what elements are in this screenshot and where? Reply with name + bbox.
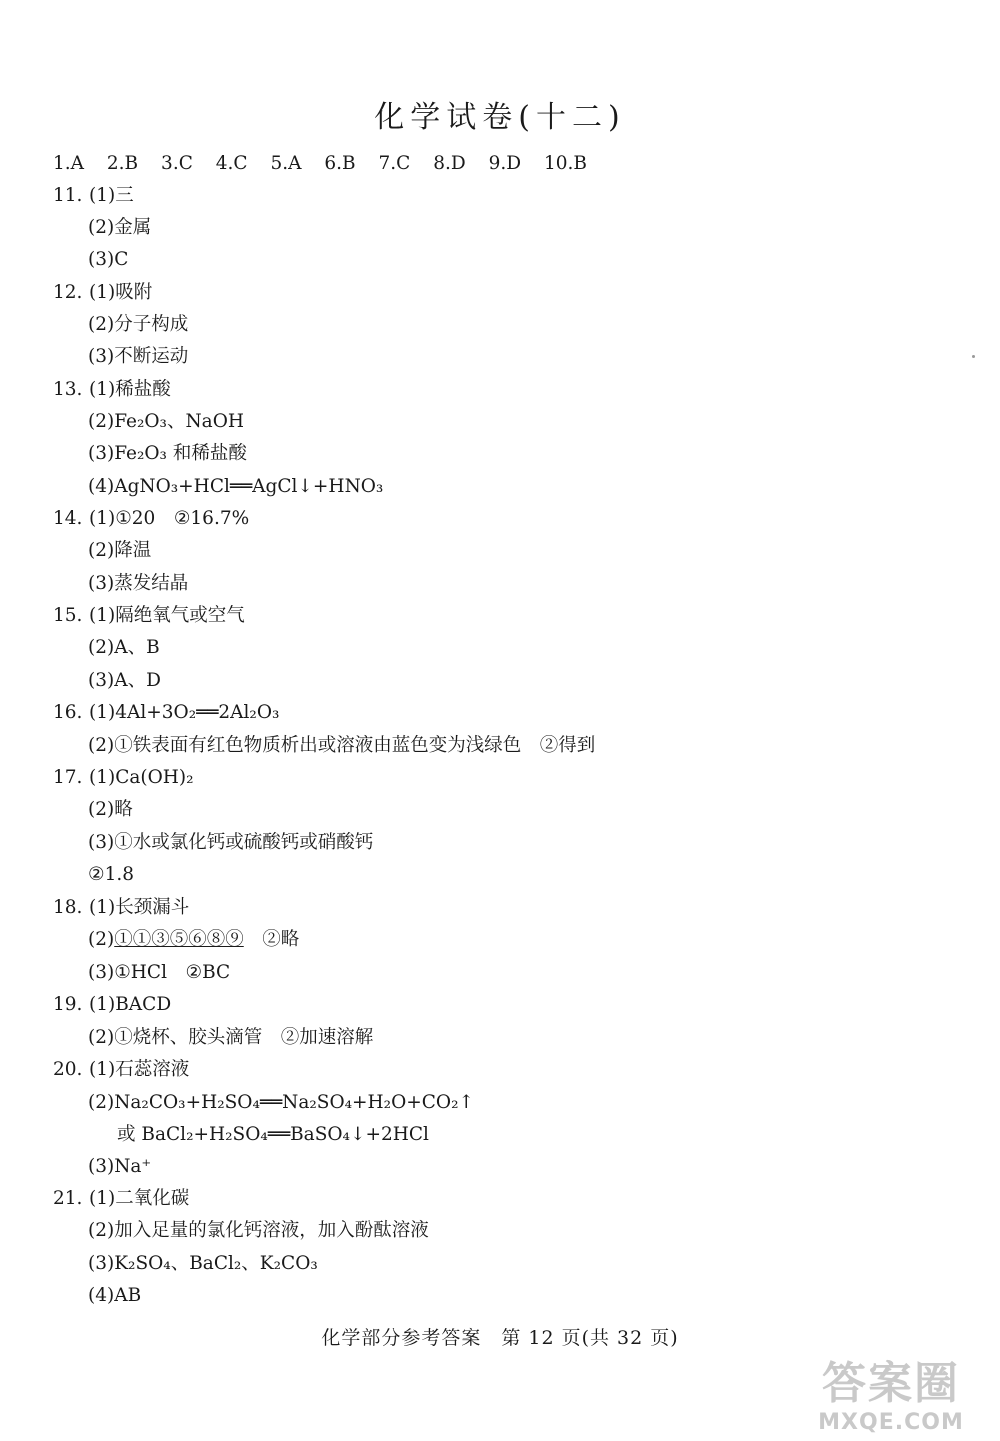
- q18-line1: [53, 892, 189, 924]
- q13-line1: [53, 374, 171, 406]
- answer-text: (1)吸附: [89, 282, 153, 303]
- answer-text: ②略: [243, 929, 300, 950]
- mcq-item: 3.C: [161, 153, 193, 174]
- mcq-item: 4.C: [215, 153, 248, 174]
- question-number: 20.: [53, 1059, 83, 1080]
- mcq-answers: [53, 148, 604, 180]
- scan-speck: [972, 355, 975, 358]
- q14-line2: (2)降温: [88, 540, 152, 561]
- q11-line1: [53, 180, 134, 212]
- q21-line4: (4)AB: [88, 1285, 142, 1306]
- answer-text: (1)石蕊溶液: [89, 1059, 190, 1080]
- answer-text: (1)①20 ②16.7%: [89, 508, 250, 529]
- q11-line3: (3)C: [88, 249, 129, 270]
- watermark-logo: [796, 1335, 986, 1435]
- q13-line3: (3)Fe₂O₃ 和稀盐酸: [88, 443, 247, 464]
- q20-line3: 或 BaCl₂+H₂SO₄══BaSO₄↓+2HCl: [117, 1124, 429, 1145]
- question-number: 19.: [53, 994, 83, 1015]
- q12-line3: (3)不断运动: [88, 346, 189, 367]
- mcq-item: 10.B: [543, 153, 587, 174]
- q17-line2: (2)略: [88, 799, 133, 820]
- answer-text: (1)长颈漏斗: [89, 897, 190, 918]
- mcq-item: 2.B: [106, 153, 139, 174]
- q16-line1: [53, 697, 279, 729]
- question-number: 14.: [53, 508, 83, 529]
- q12-line1: [53, 277, 152, 309]
- answer-text: (1)二氧化碳: [89, 1188, 190, 1209]
- question-number: 18.: [53, 897, 83, 918]
- q13-line4: (4)AgNO₃+HCl══AgCl↓+HNO₃: [88, 476, 384, 497]
- q15-line2: (2)A、B: [88, 637, 160, 658]
- q18-line3: (3)①HCl ②BC: [88, 962, 231, 983]
- answer-text: (1)Ca(OH)₂: [89, 767, 194, 788]
- watermark-text: 答案圈: [822, 1358, 960, 1409]
- q17-line3: (3)①水或氯化钙或硫酸钙或硝酸钙: [88, 832, 374, 853]
- question-number: 17.: [53, 767, 83, 788]
- question-number: 21.: [53, 1188, 83, 1209]
- question-number: 11.: [53, 185, 83, 206]
- q16-line2: (2)①铁表面有红色物质析出或溶液由蓝色变为浅绿色 ②得到: [88, 735, 596, 756]
- mcq-item: 8.D: [433, 153, 466, 174]
- q21-line1: [53, 1183, 189, 1215]
- answer-text: (1)BACD: [89, 994, 172, 1015]
- q17-line1: [53, 762, 194, 794]
- q20-line2: (2)Na₂CO₃+H₂SO₄══Na₂SO₄+H₂O+CO₂↑: [88, 1092, 475, 1113]
- answer-text: (1)4Al+3O₂══2Al₂O₃: [89, 702, 280, 723]
- answer-text: (1)稀盐酸: [89, 379, 171, 400]
- question-number: 12.: [53, 282, 83, 303]
- q15-line3: (3)A、D: [88, 670, 161, 691]
- question-number: 16.: [53, 702, 83, 723]
- mcq-item: 9.D: [488, 153, 522, 174]
- q12-line2: (2)分子构成: [88, 314, 189, 335]
- q19-line2: (2)①烧杯、胶头滴管 ②加速溶解: [88, 1027, 374, 1048]
- q21-line3: (3)K₂SO₄、BaCl₂、K₂CO₃: [88, 1253, 318, 1274]
- answer-text: (2): [88, 929, 115, 950]
- q19-line1: [53, 989, 171, 1021]
- page-title: 化学试卷(十二): [374, 100, 626, 135]
- q14-line3: (3)蒸发结晶: [88, 573, 189, 594]
- watermark-url: MXQE.COM: [818, 1410, 964, 1435]
- q17-line4: ②1.8: [88, 864, 135, 885]
- mcq-item: 1.A: [53, 153, 85, 174]
- q21-line2: (2)加入足量的氯化钙溶液，加入酚酞溶液: [88, 1220, 429, 1241]
- page-footer: 化学部分参考答案 第 12 页(共 32 页): [321, 1327, 679, 1349]
- mcq-item: 7.C: [378, 153, 411, 174]
- q20-line1: [53, 1054, 189, 1086]
- underlined-answer: ①①③⑤⑥⑧⑨: [114, 929, 244, 950]
- question-number: 13.: [53, 379, 83, 400]
- q14-line1: [53, 503, 249, 535]
- answer-text: (1)三: [89, 185, 134, 206]
- q13-line2: (2)Fe₂O₃、NaOH: [88, 411, 244, 432]
- q11-line2: (2)金属: [88, 217, 152, 238]
- q20-line4: (3)Na⁺: [88, 1156, 152, 1177]
- mcq-item: 6.B: [324, 153, 356, 174]
- mcq-item: 5.A: [270, 153, 302, 174]
- q18-line2: [88, 924, 299, 956]
- question-number: 15.: [53, 605, 83, 626]
- answer-text: (1)隔绝氧气或空气: [89, 605, 245, 626]
- q15-line1: [53, 600, 245, 632]
